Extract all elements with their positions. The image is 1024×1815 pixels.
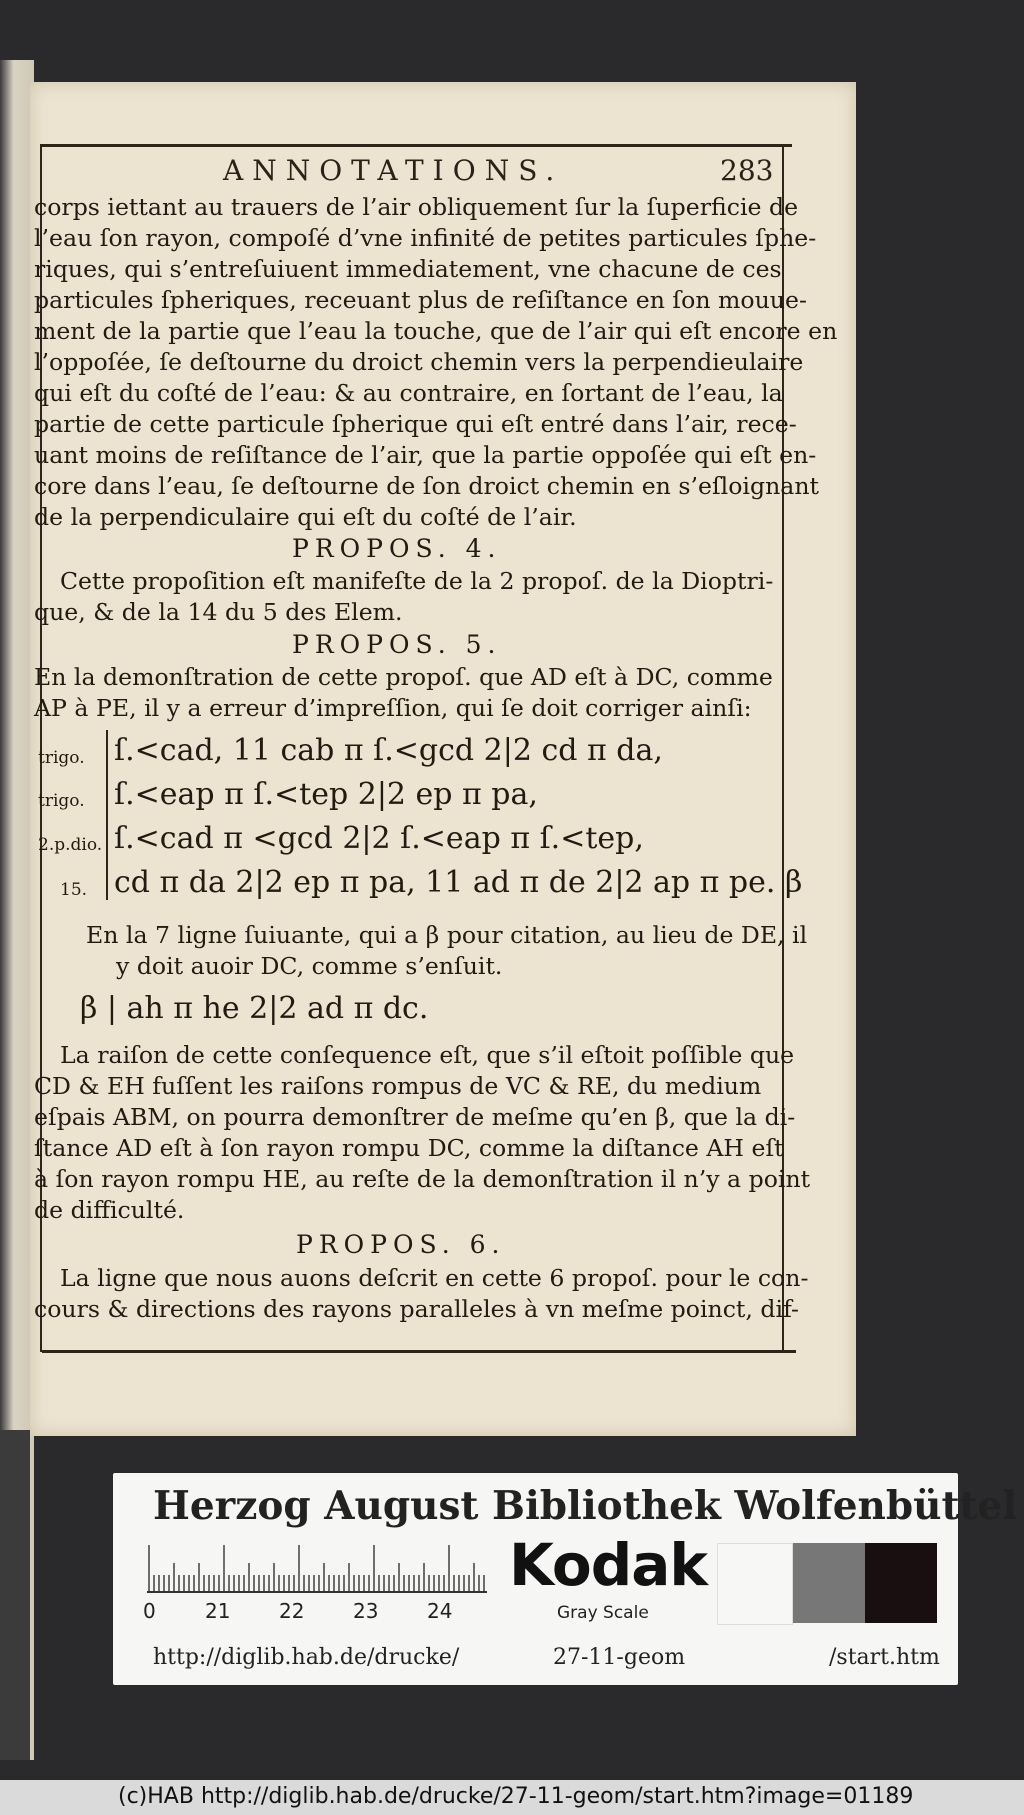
- text-line: particules ſpheriques, receuant plus de reſiſtance en ſon mouue-: [34, 286, 807, 314]
- url-id: 27-11-geom: [553, 1645, 686, 1670]
- formula-line: ſ.<cad, 11 cab π ſ.<gcd 2|2 cd π da,: [114, 733, 663, 768]
- footer-text: (c)HAB http://diglib.hab.de/drucke/27-11-geom/start.htm?image=01189: [118, 1784, 914, 1809]
- text-line: que, & de la 14 du 5 des Elem.: [34, 598, 403, 626]
- text-line: y doit auoir DC, comme s’enſuit.: [116, 952, 503, 980]
- text-line: à ſon rayon rompu HE, au reſte de la demonſtration il n’y a point: [34, 1165, 811, 1193]
- formula-label: 15.: [60, 880, 88, 900]
- beta-formula: β | ah π he 2|2 ad π dc.: [80, 991, 429, 1026]
- kodak-logo: Kodak: [509, 1531, 707, 1599]
- text-line: ment de la partie que l’eau la touche, que de l’air qui eſt encore en: [34, 317, 838, 345]
- running-header: [30, 154, 790, 194]
- ruler-number: 23: [353, 1599, 379, 1623]
- bottom-rule: [42, 1350, 796, 1353]
- url-suffix: /start.htm: [829, 1645, 940, 1670]
- text-line: qui eſt du coſté de l’eau: & au contraire, en ſortant de l’eau, la: [34, 379, 783, 407]
- formula-line: ſ.<eap π ſ.<tep 2|2 ep π pa,: [114, 777, 538, 812]
- section-heading: PROPOS. 6.: [296, 1230, 506, 1259]
- ruler-number: 0: [143, 1599, 156, 1623]
- page-number: 283: [720, 154, 774, 187]
- footer-caption: [0, 1780, 1024, 1815]
- text-line: l’eau ſon rayon, compoſé d’vne infinité de petites particules ſphe-: [34, 224, 817, 252]
- text-line: partie de cette particule ſpherique qui eſt entré dans l’air, rece-: [34, 410, 797, 438]
- running-head-title: ANNOTATIONS.: [223, 154, 564, 187]
- book-page: [30, 82, 856, 1436]
- swatch-light: [717, 1543, 793, 1625]
- ruler-number: 21: [205, 1599, 231, 1623]
- formula-label: 2.p.dio.: [38, 835, 103, 855]
- text-line: En la demonſtration de cette propoſ. que AD eſt à DC, comme: [34, 663, 773, 691]
- section-heading: PROPOS. 5.: [292, 630, 502, 659]
- text-line: core dans l’eau, ſe deſtourne de ſon droict chemin en s’eſloignant: [34, 472, 820, 500]
- text-line: l’oppoſée, ſe deſtourne du droict chemin vers la perpendieulaire: [34, 348, 804, 376]
- text-line: CD & EH fuſſent les raiſons rompus de VC & RE, du medium: [34, 1072, 762, 1100]
- binding-shadow: [0, 1430, 30, 1760]
- section-heading: PROPOS. 4.: [292, 534, 502, 563]
- swatch-dark: [865, 1543, 937, 1623]
- top-rule: [40, 144, 792, 147]
- ruler-number: 24: [427, 1599, 453, 1623]
- swatch-mid: [793, 1543, 865, 1623]
- text-line: de la perpendiculaire qui eſt du coſté de l’air.: [34, 503, 577, 531]
- text-line: Cette propoſition eſt manifeſte de la 2 propoſ. de la Dioptri-: [60, 567, 774, 595]
- text-line: de difficulté.: [34, 1196, 185, 1224]
- text-line: corps iettant au trauers de l’air obliquement ſur la ſuperficie de: [34, 193, 799, 221]
- text-line: La raiſon de cette conſequence eſt, que s’il eſtoit poſſible que: [60, 1041, 795, 1069]
- text-line: cours & directions des rayons paralleles à vn meſme poinct, dif-: [34, 1295, 799, 1323]
- library-name: Herzog August Bibliothek Wolfenbüttel: [153, 1483, 1018, 1529]
- formula-line: ſ.<cad π <gcd 2|2 ſ.<eap π ſ.<tep,: [114, 821, 644, 856]
- text-line: La ligne que nous auons deſcrit en cette 6 propoſ. pour le con-: [60, 1264, 809, 1292]
- formula-bracket: [106, 730, 108, 900]
- formula-label: trigo.: [38, 748, 85, 768]
- library-target-card: [113, 1473, 1018, 1685]
- text-line: riques, qui s’entreſuiuent immediatement, vne chacune de ces: [34, 255, 782, 283]
- gray-scale-label: Gray Scale: [557, 1603, 649, 1623]
- ruler-number: 22: [279, 1599, 305, 1623]
- text-line: AP à PE, il y a erreur d’impreſſion, qui ſe doit corriger ainſi:: [34, 694, 752, 722]
- formula-label: trigo.: [38, 791, 85, 811]
- text-line: uant moins de reſiſtance de l’air, que la partie oppoſée qui eſt en-: [34, 441, 817, 469]
- text-line: En la 7 ligne ſuiuante, qui a β pour citation, au lieu de DE, il: [86, 921, 808, 949]
- measuring-ruler: [147, 1545, 487, 1593]
- text-line: eſpais ABM, on pourra demonſtrer de meſme qu’en β, que la di-: [34, 1103, 796, 1131]
- url-prefix: http://diglib.hab.de/drucke/: [153, 1645, 460, 1670]
- text-line: ſtance AD eſt à ſon rayon rompu DC, comme la diſtance AH eſt: [34, 1134, 784, 1162]
- formula-line: cd π da 2|2 ep π pa, 11 ad π de 2|2 ap π pe. β: [114, 865, 803, 900]
